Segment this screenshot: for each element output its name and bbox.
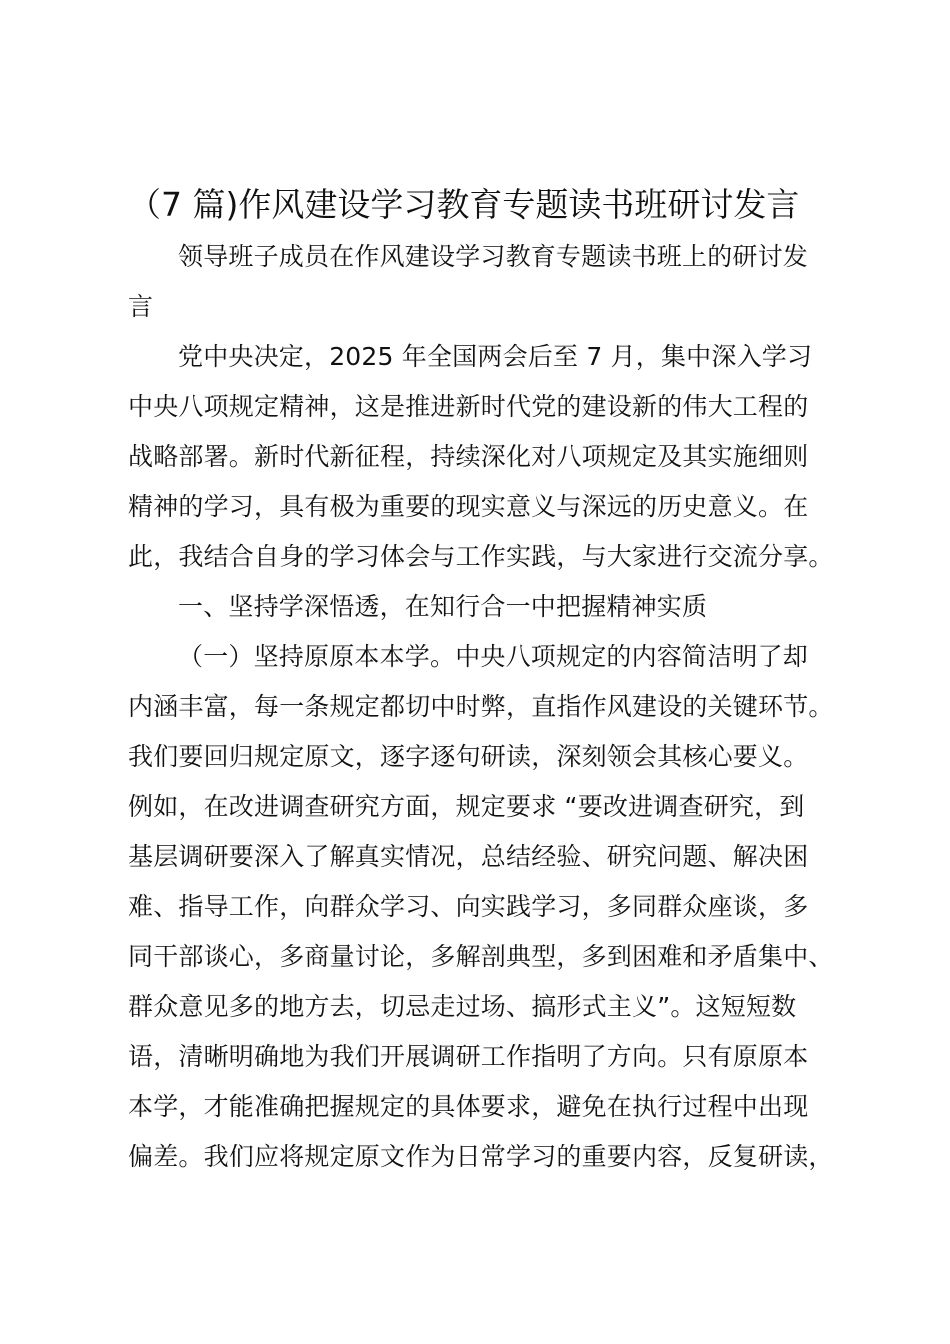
text-line: 群众意见多的地方去，切忌走过场、搞形式主义”。这短短数 (128, 992, 797, 1021)
text-line: 言 (128, 292, 154, 321)
text-line: 领导班子成员在作风建设学习教育专题读书班上的研讨发 (178, 242, 809, 271)
text-line: 中央八项规定精神，这是推进新时代党的建设新的伟大工程的 (128, 392, 809, 421)
text-line: （一）坚持原原本本学。中央八项规定的内容简洁明了却 (178, 642, 809, 671)
document-title: （7 篇)作风建设学习教育专题读书班研讨发言 (128, 185, 800, 224)
text-line: 难、指导工作，向群众学习、向实践学习，多同群众座谈，多 (128, 892, 809, 921)
text-line: 语，清晰明确地为我们开展调研工作指明了方向。只有原原本 (128, 1042, 809, 1071)
text-line: 此，我结合自身的学习体会与工作实践，与大家进行交流分享。 (128, 542, 834, 571)
text-line: 战略部署。新时代新征程，持续深化对八项规定及其实施细则 (128, 442, 809, 471)
text-line: 党中央决定，2025 年全国两会后至 7 月，集中深入学习 (178, 342, 813, 371)
text-line: 我们要回归规定原文，逐字逐句研读，深刻领会其核心要义。 (128, 742, 809, 771)
text-line: 偏差。我们应将规定原文作为日常学习的重要内容，反复研读， (128, 1142, 834, 1171)
text-line: 内涵丰富，每一条规定都切中时弊，直指作风建设的关键环节。 (128, 692, 834, 721)
text-line: 精神的学习，具有极为重要的现实意义与深远的历史意义。在 (128, 492, 809, 521)
document-body (128, 232, 834, 1182)
text-line: 例如，在改进调查研究方面，规定要求 “要改进调查研究，到 (128, 792, 805, 821)
text-line: 同干部谈心，多商量讨论，多解剖典型，多到困难和矛盾集中、 (128, 942, 834, 971)
text-line: 本学，才能准确把握规定的具体要求，避免在执行过程中出现 (128, 1092, 809, 1121)
text-line: 基层调研要深入了解真实情况，总结经验、研究问题、解决困 (128, 842, 809, 871)
section-heading: 一、坚持学深悟透，在知行合一中把握精神实质 (178, 592, 708, 621)
